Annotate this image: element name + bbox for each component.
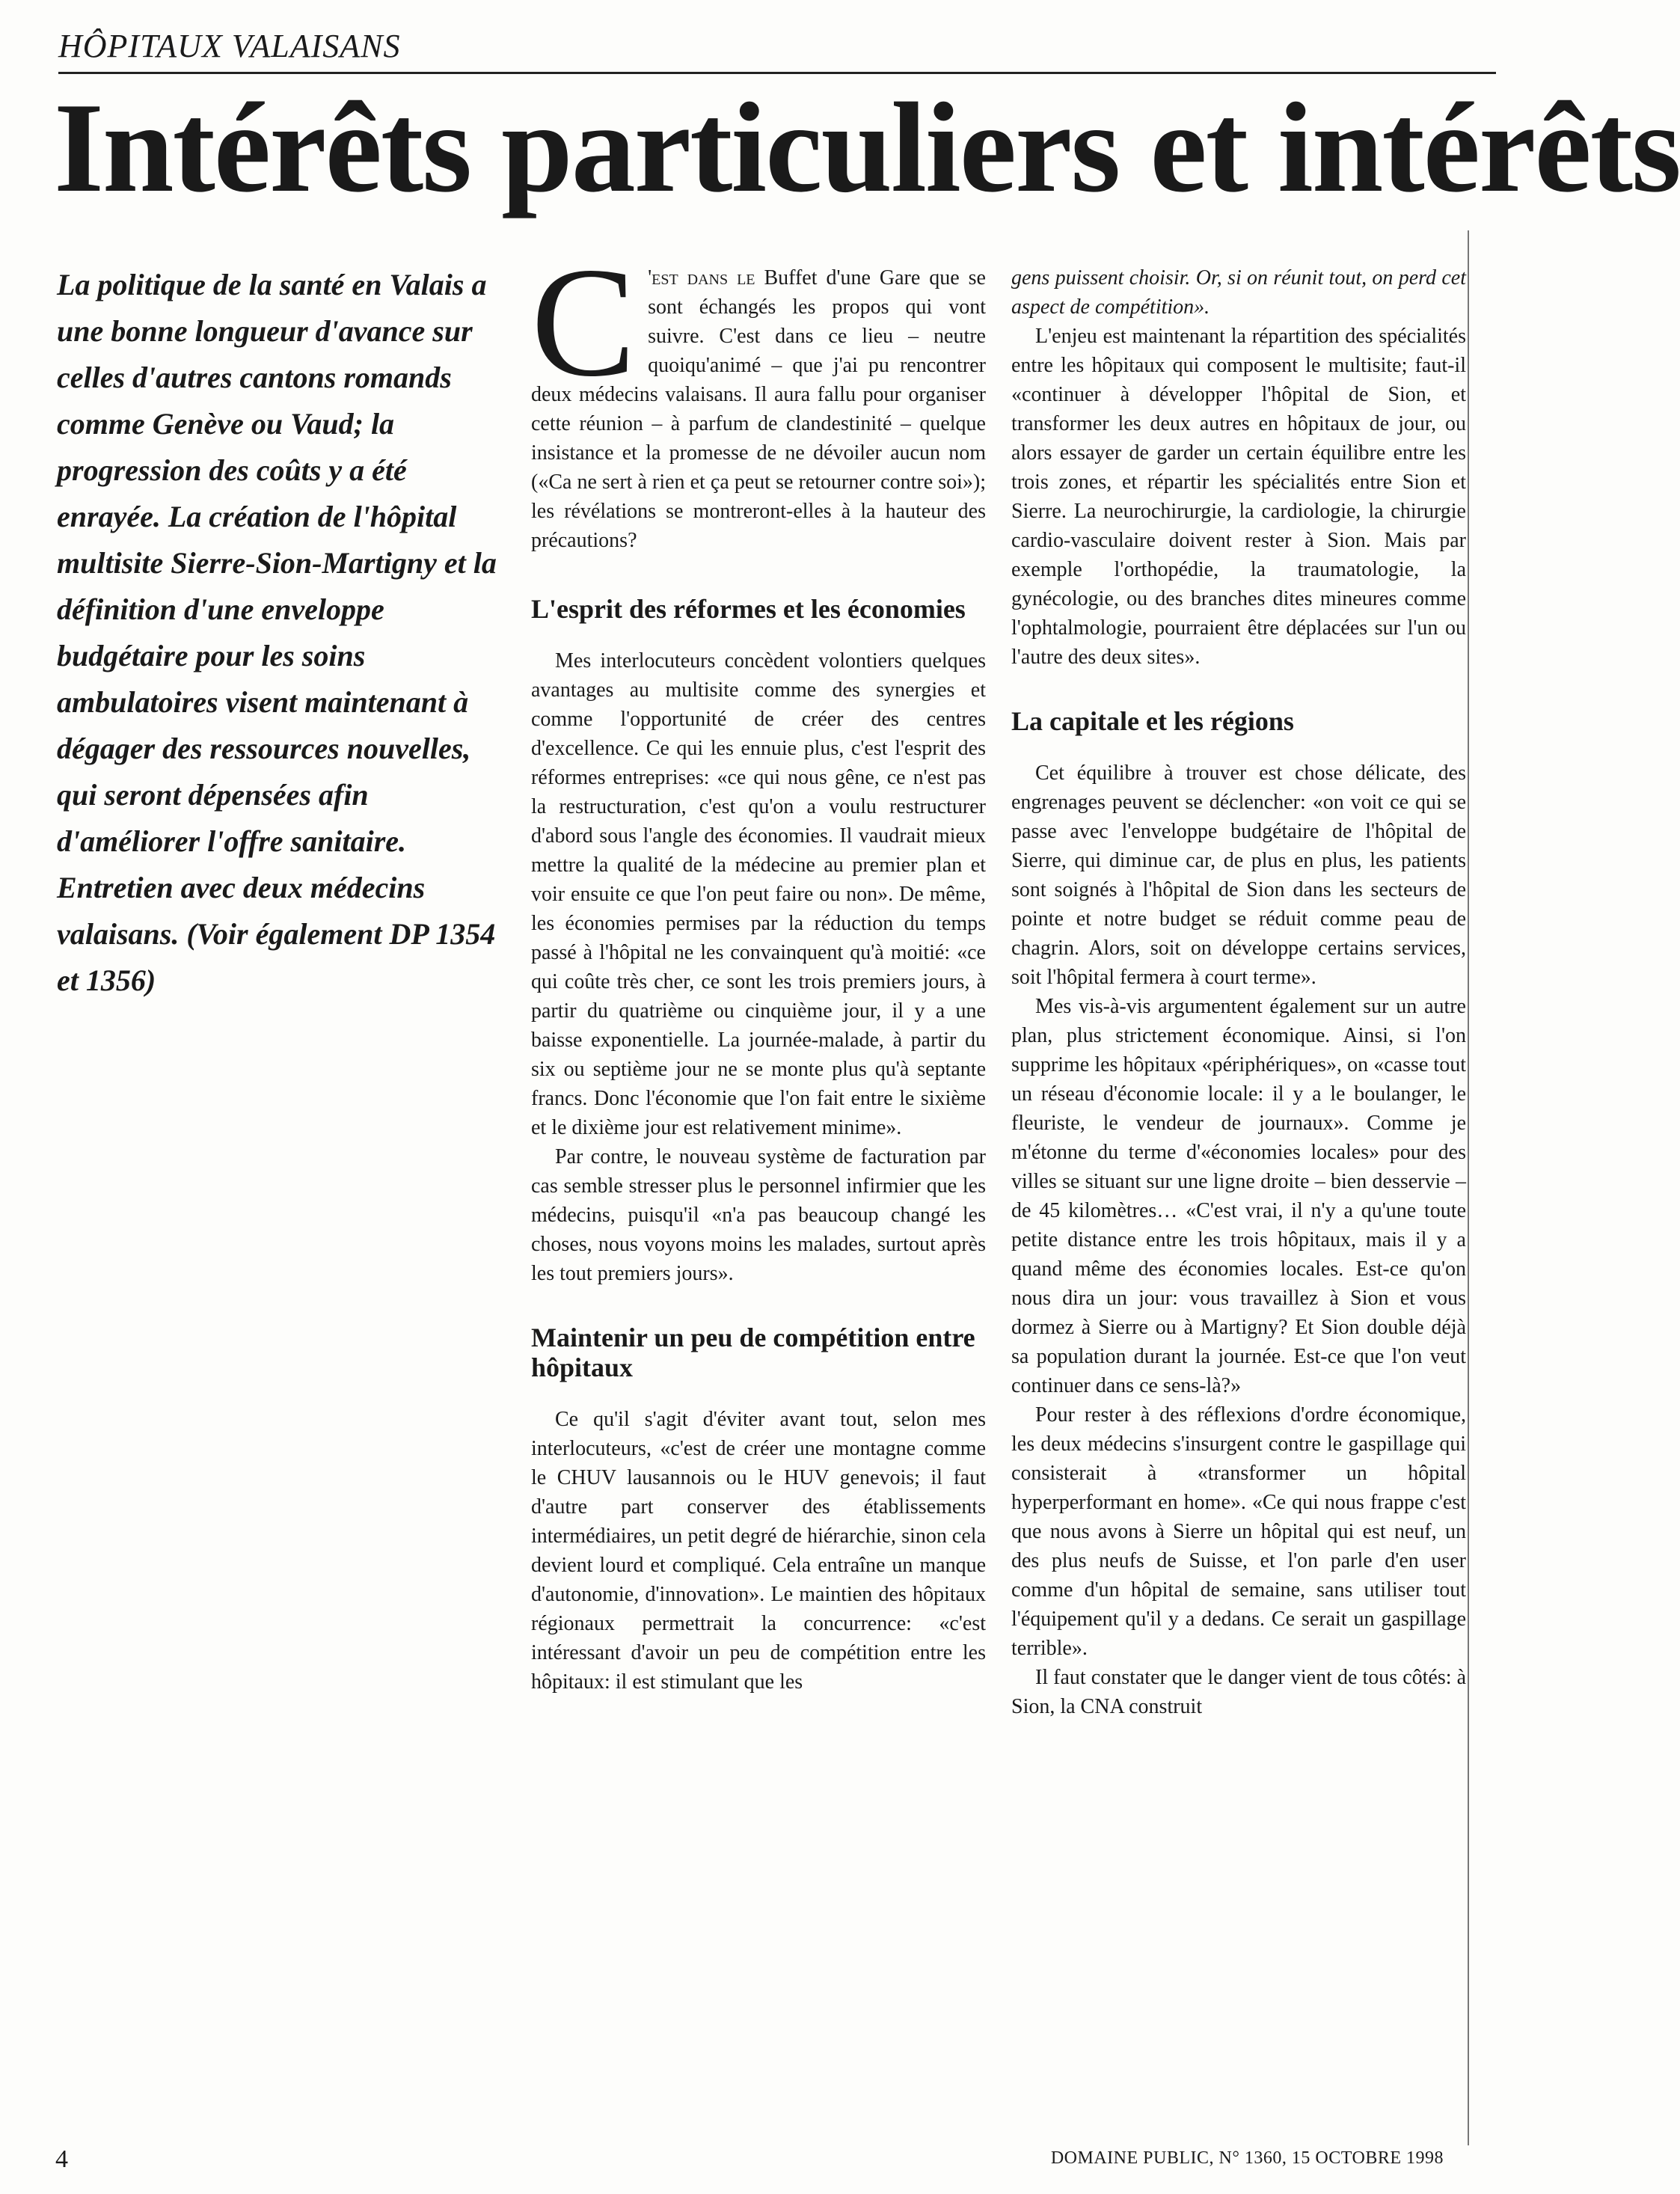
paragraph: Mes vis-à-vis argumentent également sur un autre plan, plus strictement économique. Ainsi, si l'on supprime les hôpitaux «périphériques», on «casse tout un réseau d'économie locale: il y a le boulanger, le fleuriste, le vendeur de journaux». Comme je m'étonne du terme d'«économies locales» pour des villes se situant sur une ligne droite – bien desservie – de 45 kilomètres… «C'est vrai, il n'y a qu'une toute petite distance entre les trois hôpitaux, mais il y a quand même des économies locales. Est-ce qu'on nous dira un jour: vous travaillez à Sion et vous dormez à Sierre ou à Martigny? Et Sion double déjà sa population durant la journée. Est-ce que l'on veut continuer dans ce sens-là?» (1011, 995, 1466, 1397)
page-number: 4 (55, 2145, 68, 2173)
drop-cap: C (531, 236, 637, 409)
intro-text: Buffet d'une Gare que se sont échangés les propos qui vont suivre. C'est dans ce lieu – neutre quoiqu'animé – que j'ai pu rencontrer deux médecins valaisans. Il aura fallu pour organiser cette réunion – à parfum de clandestinité – quelque insistance et la promesse de ne dévoiler aucun nom («Ca ne sert à rien et ça peut se retourner contre soi»); les révélations se montreront-elles à la hauteur des précautions? (531, 266, 986, 552)
subheading-competition: Maintenir un peu de compétition entre hôpitaux (531, 1323, 975, 1382)
paragraph: Pour rester à des réflexions d'ordre économique, les deux médecins s'insurgent contre le gaspillage qui consisterait à «transformer un hôpital hyperperformant en home». «Ce qui nous frappe c'est que nous avons à Sierre un hôpital qui est neuf, un des plus neufs de Suisse, et l'on parle d'en user comme d'un hôpital de semaine, sans utiliser tout l'équipement qu'il y a dedans. Ce serait un gaspillage terrible». (1011, 1403, 1466, 1660)
subheading-capitale: La capitale et les régions (1011, 706, 1294, 736)
paragraph: Ce qu'il s'agit d'éviter avant tout, selon mes interlocuteurs, «c'est de créer une montagne comme le CHUV lausannois ou le HUV genevois; il faut d'autre part conserver des établissements intermédiaires, un petit degré de hiérarchie, sinon cela devient lourd et compliqué. Cela entraîne un manque d'autonomie, d'innovation». Le maintien des hôpitaux régionaux permettrait la concurrence: «c'est intéressant d'avoir un peu de compétition entre les hôpitaux: il est stimulant que les (531, 1408, 986, 1694)
paragraph: L'enjeu est maintenant la répartition des spécialités entre les hôpitaux qui composent le multisite; faut-il «continuer à développer l'hôpital de Sion, et transformer les deux autres en hôpitaux de jour, ou alors essayer de garder un certain équilibre entre les trois zones, et répartir les spécialités entre Sion et Sierre. La neurochirurgie, la cardiologie, la chirurgie cardio-vasculaire doivent rester à Sion. Mais par exemple l'orthopédie, la traumatologie, la gynécologie, ou des branches dites mineures comme l'ophtalmologie, pourraient être déplacées sur l'un ou l'autre des deux sites». (1011, 325, 1466, 669)
subheading-reformes: L'esprit des réformes et les économies (531, 594, 966, 624)
article-headline: Intérêts particuliers et intérêts (54, 77, 1680, 219)
rubric-rule (58, 72, 1496, 74)
intro-smallcaps: 'est dans le (648, 266, 755, 289)
article-lede: La politique de la santé en Valais a une bonne longueur d'avance sur celles d'autres cantons romands comme Genève ou Vaud; la progression des coûts y a été enrayée. La création de l'hôpital multisite Sierre-Sion-Martigny et la définition d'une enveloppe budgétaire pour les soins ambulatoires visent maintenant à dégager des ressources nouvelles, qui seront dépensées afin d'améliorer l'offre sanitaire. Entretien avec deux médecins valaisans. (Voir également DP 1354 et 1356) (57, 268, 497, 997)
paragraph: Il faut constater que le danger vient de tous côtés: à Sion, la CNA construit (1011, 1666, 1466, 1718)
page-edge-rule (1468, 230, 1469, 2145)
article-column-2 (531, 236, 986, 1697)
paragraph: Par contre, le nouveau système de facturation par cas semble stresser plus le personnel infirmier que les médecins, puisqu'il «n'a pas beaucoup changé les choses, nous voyons moins les malades, surtout après les tout premiers jours». (531, 1145, 986, 1285)
section-rubric: HÔPITAUX VALAISANS (58, 28, 401, 64)
paragraph: gens puissent choisir. Or, si on réunit tout, on perd cet aspect de compétition». (1011, 266, 1466, 319)
intro-paragraph (531, 236, 986, 555)
article-column-3 (1011, 263, 1466, 1721)
publication-info: DOMAINE PUBLIC, N° 1360, 15 OCTOBRE 1998 (1050, 2148, 1444, 2168)
paragraph: Cet équilibre à trouver est chose délicate, des engrenages peuvent se déclencher: «on voit ce qui se passe avec l'enveloppe budgétaire de l'hôpital de Sierre, qui diminue car, de plus en plus, les patients sont soignés à l'hôpital de Sion dans les secteurs de pointe et notre budget se réduit comme peau de chagrin. Alors, soit on développe certains services, soit l'hôpital fermera à court terme». (1011, 762, 1466, 989)
paragraph: Mes interlocuteurs concèdent volontiers quelques avantages au multisite comme des synergies et comme l'opportunité de créer des centres d'excellence. Ce qui les ennuie plus, c'est l'esprit des réformes entreprises: «ce qui nous gêne, ce n'est pas la restructuration, c'est qu'on a voulu restructurer d'abord sous l'angle des économies. Il vaudrait mieux mettre la qualité de la médecine au premier plan et voir ensuite ce que l'on peut faire ou non». De même, les économies permises par la réduction du temps passé à l'hôpital ne les convainquent qu'à moitié: «ce qui coûte très cher, ce sont les trois premiers jours, à partir du quatrième ou cinquième jour, il y a une baisse exponentielle. La journée-malade, à partir du six ou septième jour ne se monte plus qu'à septante francs. Donc l'économie que l'on fait entre le sixième et le dixième jour est relativement minime». (531, 649, 986, 1139)
